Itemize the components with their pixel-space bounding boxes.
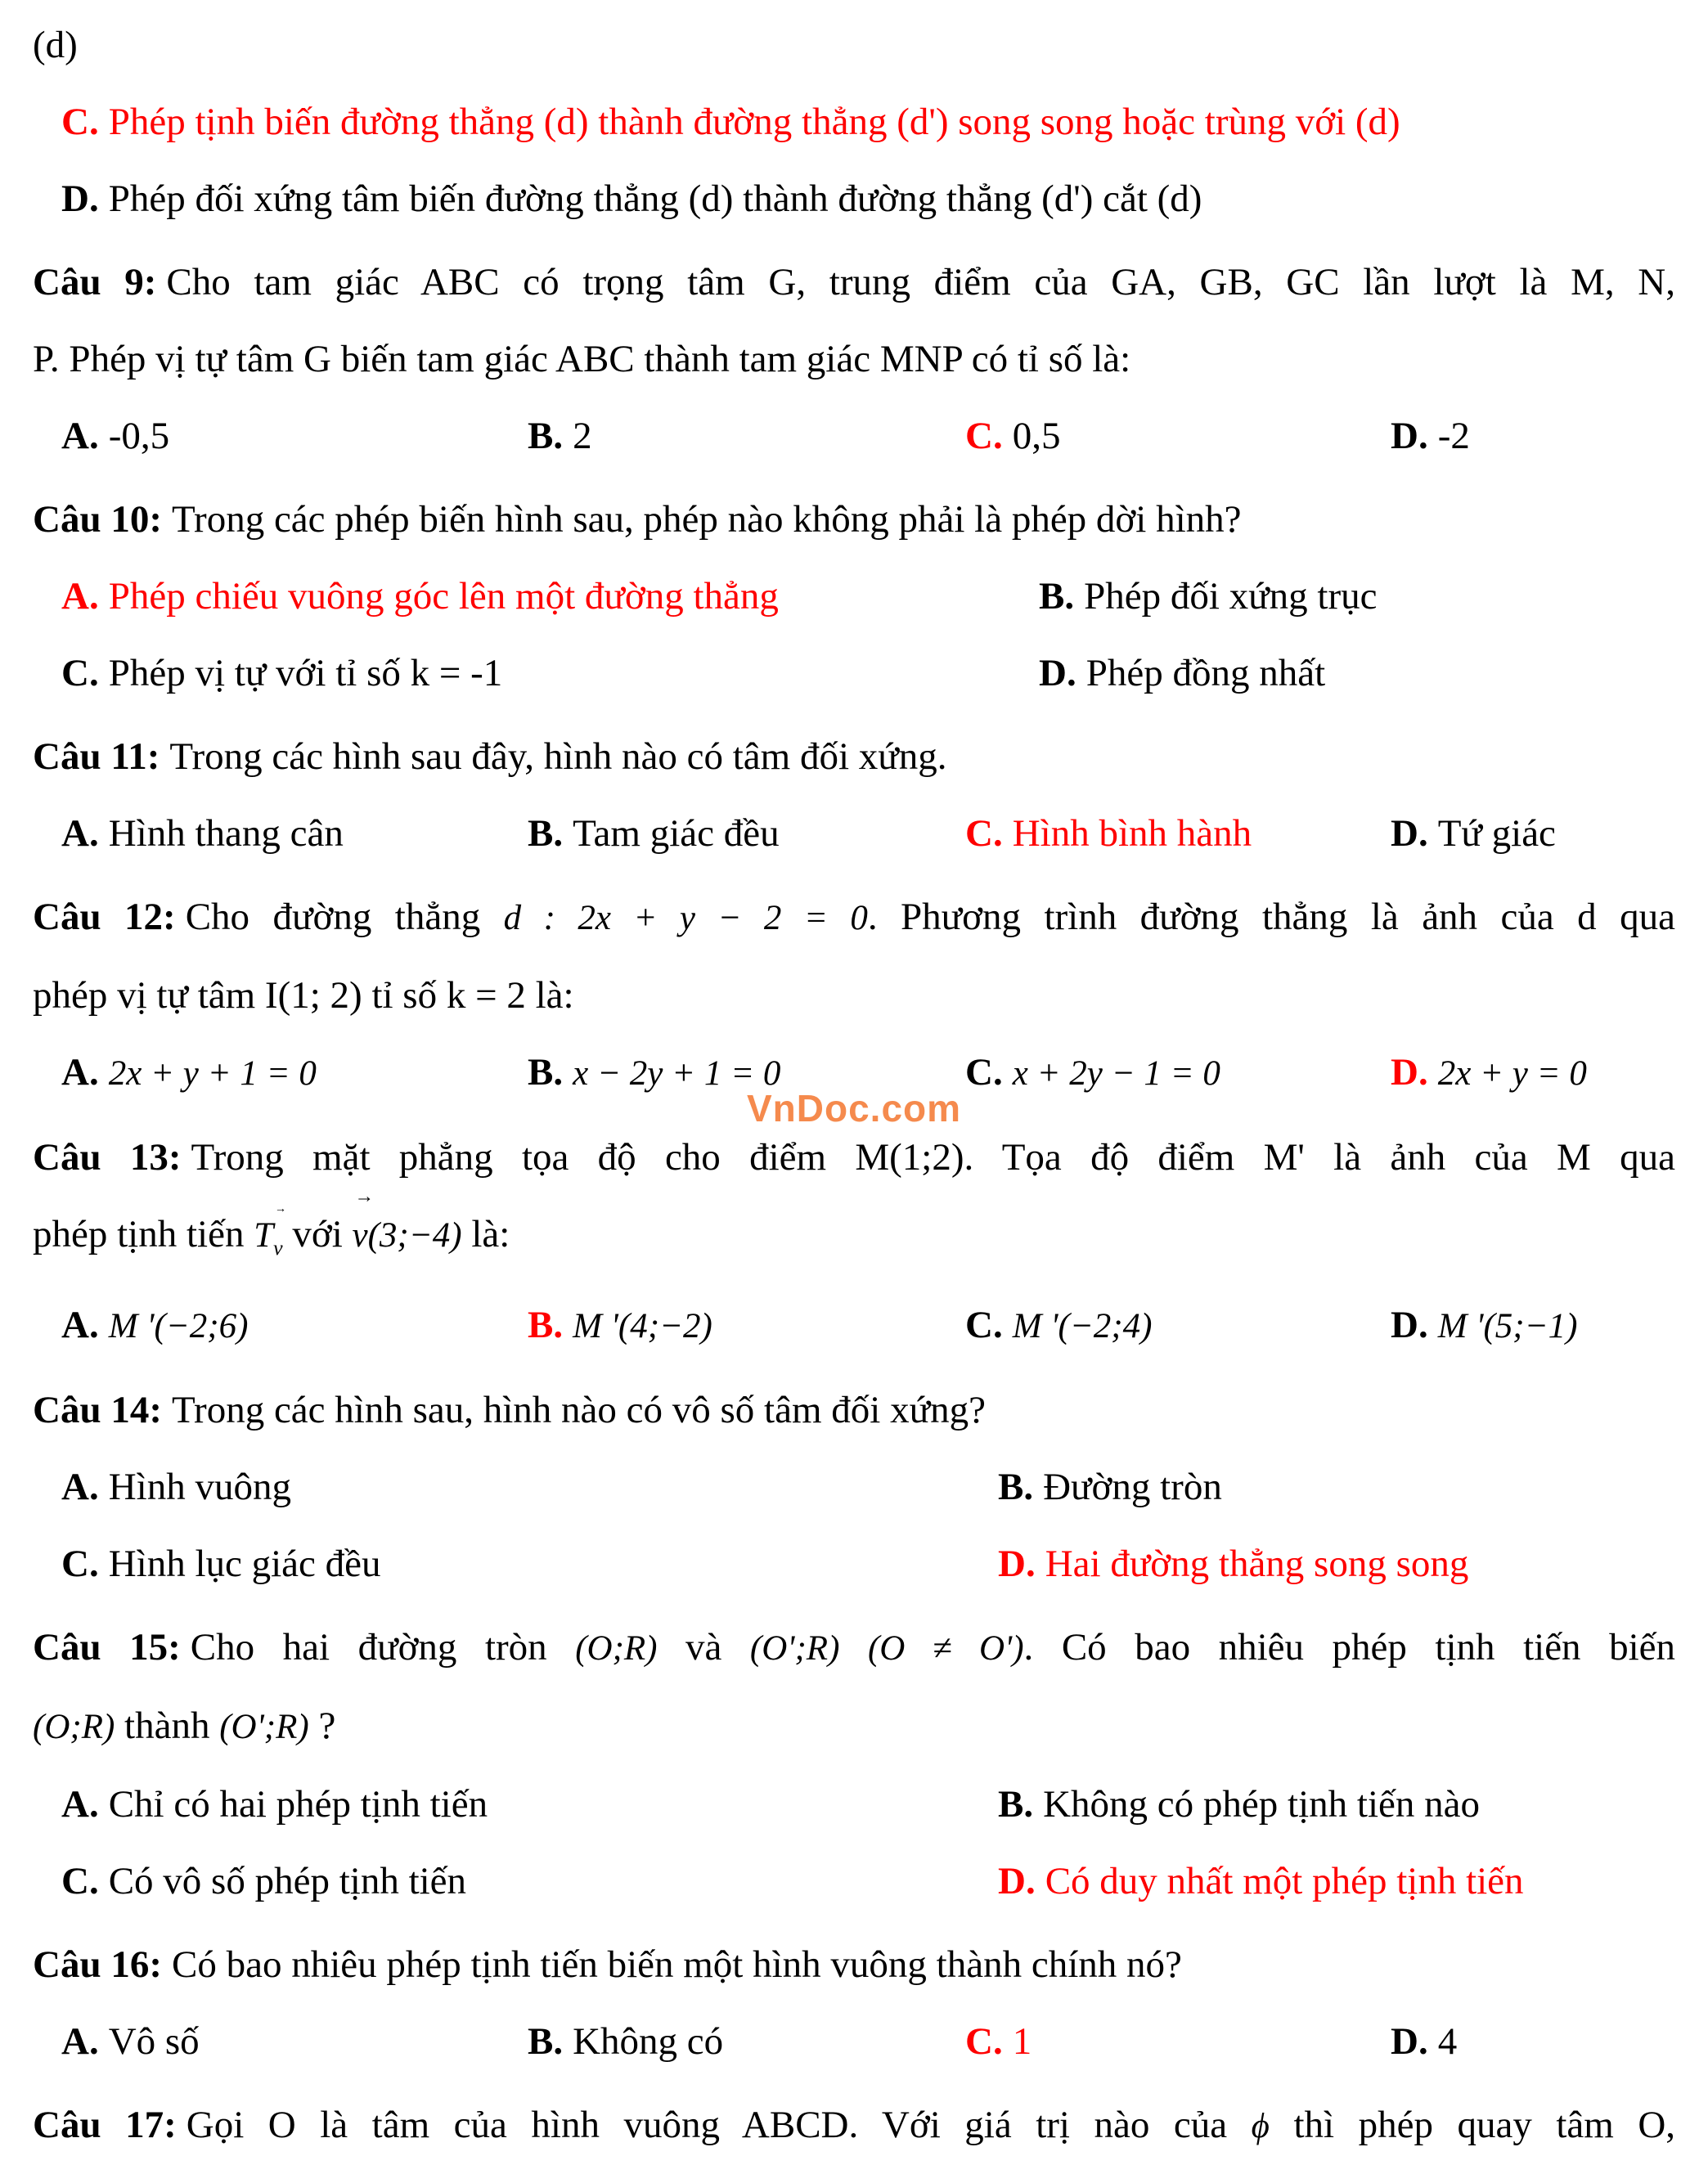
question-number: Câu 15: [33,1625,181,1669]
option-b [1039,558,1675,635]
question-number: Câu 13: [33,1136,182,1179]
option-c-text: M '(−2;4) [1012,1306,1153,1345]
option-c [965,795,1391,872]
question-10-options [33,558,1675,712]
option-c [965,1287,1391,1365]
option-d [1391,2003,1675,2080]
option-c-text: Hình lục giác đều [108,1542,381,1585]
question-text: Cho hai đường tròn [190,1625,547,1669]
option-b [528,795,965,872]
option-c [965,398,1391,474]
option-c [61,1525,998,1602]
option-d-text: M '(5;−1) [1437,1306,1578,1345]
question-10 [33,481,1675,712]
question-number: Câu 16: [33,1943,162,1986]
question-16 [33,1926,1675,2080]
question-9-text-line2 [33,321,1675,398]
option-d-text: -2 [1437,415,1470,457]
question-text: ? [318,1704,336,1747]
o-not-equal: (O ≠ O') [867,1628,1024,1668]
question-11-text [33,718,1675,795]
question-number: Câu 11: [33,735,160,778]
option-c-label: C. [965,1051,1003,1094]
option-a-text: -0,5 [108,415,170,457]
option-a [61,1287,528,1365]
option-d-label: D. [1391,1303,1428,1346]
option-b-text: Không có [573,2019,724,2063]
question-17-text-line1 [33,2086,1675,2165]
question-15-text-line1 [33,1609,1675,1687]
question-14 [33,1372,1675,1602]
question-text: . Có bao nhiêu phép tịnh tiến biến [1023,1625,1676,1669]
option-a-text: 2x + y + 1 = 0 [108,1054,317,1093]
option-b [998,1766,1675,1843]
option-c [61,635,1039,712]
option-c [965,1034,1391,1112]
option-c-label: C. [965,2019,1003,2063]
question-15 [33,1609,1675,1920]
option-a-text: Chỉ có hai phép tịnh tiến [108,1782,488,1826]
fragment-option-c [33,83,1675,160]
option-c [61,1843,998,1920]
question-text: với [292,1213,343,1255]
option-a [61,795,528,872]
option-d-label: D. [998,1859,1036,1902]
question-14-options [33,1449,1675,1602]
option-c-text: Phép vị tự với tỉ số k = -1 [108,652,503,694]
option-a-label: A. [61,575,99,618]
option-b [998,1449,1675,1525]
question-12-text-line2 [33,957,1675,1034]
option-d [1391,1287,1675,1365]
option-a [61,398,528,474]
option-c-label: C. [61,1859,99,1902]
question-text: Trong các hình sau đây, hình nào có tâm đối xứng. [169,735,947,778]
question-15-options [33,1766,1675,1920]
option-c-label: C. [965,812,1003,855]
question-17 [33,2086,1675,2165]
option-b-label: B. [528,2019,564,2063]
question-13 [33,1119,1675,1365]
option-a [61,1034,528,1112]
option-c-text: Phép tịnh biến đường thẳng (d) thành đường thẳng (d') song song hoặc trùng với (d) [108,101,1400,143]
question-9-text-line1 [33,244,1675,321]
option-c-text: Có vô số phép tịnh tiến [108,1859,467,1902]
option-b [528,398,965,474]
option-d-text: Tứ giác [1437,812,1556,855]
vector-letter: v [352,1216,368,1255]
option-b [528,2003,965,2080]
question-15-text-line2 [33,1687,1675,1766]
option-a [61,558,1039,635]
question-text: là: [471,1213,510,1255]
option-a [61,1766,998,1843]
question-13-text-line2 [33,1185,1675,1287]
question-number: Câu 12: [33,896,176,938]
question-text: Trong mặt phẳng tọa độ cho điểm M(1;2). Tọa độ điểm M' là ảnh của M qua [191,1136,1675,1179]
question-14-text [33,1372,1675,1449]
option-a-text: Vô số [108,2019,200,2063]
vector-value [352,1185,462,1255]
option-d-label: D. [1039,652,1076,694]
circle-o-prime-r: (O';R) [749,1628,840,1668]
vector-coords: (3;−4) [367,1216,462,1255]
option-b-label: B. [998,1465,1034,1508]
question-16-text [33,1926,1675,2003]
option-c-label: C. [61,101,99,143]
option-a-label: A. [61,1465,99,1508]
option-a [61,1449,998,1525]
question-text: thì phép quay tâm O, [1293,2103,1676,2146]
fragment-option-d [33,160,1675,237]
option-c-label: C. [965,1303,1003,1346]
option-c-text: 1 [1012,2019,1032,2063]
question-13-options [33,1287,1675,1365]
option-b-text: x − 2y + 1 = 0 [573,1054,781,1093]
option-b-text: 2 [573,415,592,457]
option-d [1039,635,1675,712]
option-d-text: 2x + y = 0 [1437,1054,1587,1093]
question-10-text [33,481,1675,558]
option-c-label: C. [965,415,1003,457]
option-d-text: Phép đồng nhất [1085,652,1326,694]
option-d [998,1525,1675,1602]
option-c-text: 0,5 [1012,415,1061,457]
question-number: Câu 9: [33,261,157,303]
question-number: Câu 14: [33,1388,162,1431]
question-text: . Phương trình đường thẳng là ảnh của d qua [867,896,1675,938]
circle-o-r: (O;R) [575,1628,658,1668]
question-text: Cho đường thẳng [185,896,481,938]
option-d-text: Có duy nhất một phép tịnh tiến [1045,1859,1524,1902]
option-d-label: D. [1391,2019,1428,2063]
option-a [61,2003,528,2080]
question-12-text-line1 [33,878,1675,957]
option-b-label: B. [528,1303,564,1346]
option-d-label: D. [1391,1051,1428,1094]
option-b-label: B. [998,1782,1034,1826]
option-a-label: A. [61,1303,99,1346]
vector-v [273,1202,287,1287]
question-number: Câu 17: [33,2103,177,2146]
option-c-text: Hình bình hành [1012,812,1252,855]
option-b-label: B. [528,812,564,855]
option-c-text: x + 2y − 1 = 0 [1012,1054,1220,1093]
option-d-label: D. [1391,415,1428,457]
vector-v [352,1185,374,1274]
option-b-text: Không có phép tịnh tiến nào [1043,1782,1480,1826]
question-text: P. Phép vị tự tâm G biến tam giác ABC thành tam giác MNP có tỉ số là: [33,338,1131,380]
question-text: Trong các hình sau, hình nào có vô số tâm đối xứng? [171,1388,986,1431]
option-a-text: Hình thang cân [108,812,344,855]
question-text: Trong các phép biến hình sau, phép nào không phải là phép dời hình? [171,498,1242,541]
question-text: Cho tam giác ABC có trọng tâm G, trung điểm của GA, GB, GC lần lượt là M, N, [166,261,1676,303]
option-c-label: C. [61,652,99,694]
equation: d : 2x + y − 2 = 0 [503,899,868,937]
fragment-lead: (d) [33,24,78,66]
option-d [1391,1034,1675,1112]
question-text: phép vị tự tâm I(1; 2) tỉ số k = 2 là: [33,974,574,1017]
question-13-text-line1 [33,1119,1675,1196]
option-b-text: M '(4;−2) [573,1306,712,1345]
question-9 [33,244,1675,474]
option-b-text: Đường tròn [1043,1465,1222,1508]
option-a-text: Hình vuông [108,1465,291,1508]
option-b [528,1287,965,1365]
vector-arrow-icon: → [274,1202,287,1216]
option-a-label: A. [61,812,99,855]
question-16-options [33,2003,1675,2080]
option-a-label: A. [61,415,99,457]
question-11 [33,718,1675,872]
question-text: và [685,1625,722,1669]
option-b-text: Tam giác đều [573,812,780,855]
option-d-text: 4 [1437,2019,1458,2063]
option-b-label: B. [528,415,564,457]
circle-o-prime-r: (O';R) [219,1707,309,1746]
vndoc-watermark: VnDoc.com [746,1087,962,1130]
option-b-label: B. [528,1051,564,1094]
option-c-label: C. [61,1542,99,1585]
translation-symbol [254,1202,287,1260]
option-d-text: Hai đường thẳng song song [1045,1542,1469,1585]
option-a-label: A. [61,1051,99,1094]
vector-letter: v [273,1235,283,1260]
question-text: phép tịnh tiến [33,1213,245,1255]
option-a-label: A. [61,1782,99,1826]
option-b-text: Phép đối xứng trục [1084,575,1378,618]
option-d-text: Phép đối xứng tâm biến đường thẳng (d) thành đường thẳng (d') cắt (d) [108,177,1202,220]
question-text: Gọi O là tâm của hình vuông ABCD. Với giá trị nào của [186,2103,1228,2146]
t-symbol: T [254,1216,274,1255]
option-d [1391,795,1675,872]
option-d-label: D. [998,1542,1036,1585]
question-9-options [33,398,1675,474]
option-a-text: M '(−2;6) [108,1306,249,1345]
option-c [965,2003,1391,2080]
option-d [1391,398,1675,474]
vector-arrow-icon: → [354,1185,374,1207]
option-d-label: D. [61,177,99,220]
question-12 [33,878,1675,1112]
question-text: Có bao nhiêu phép tịnh tiến biến một hình vuông thành chính nó? [171,1943,1182,1986]
circle-o-r: (O;R) [33,1707,115,1746]
question-11-options [33,795,1675,872]
option-a-text: Phép chiếu vuông góc lên một đường thẳng [108,575,779,618]
option-d-label: D. [1391,812,1428,855]
question-text: thành [124,1704,210,1747]
option-b-label: B. [1039,575,1075,618]
phi-symbol: ϕ [1251,2106,1270,2145]
option-a-label: A. [61,2019,99,2063]
option-d [998,1843,1675,1920]
question-number: Câu 10: [33,498,162,541]
